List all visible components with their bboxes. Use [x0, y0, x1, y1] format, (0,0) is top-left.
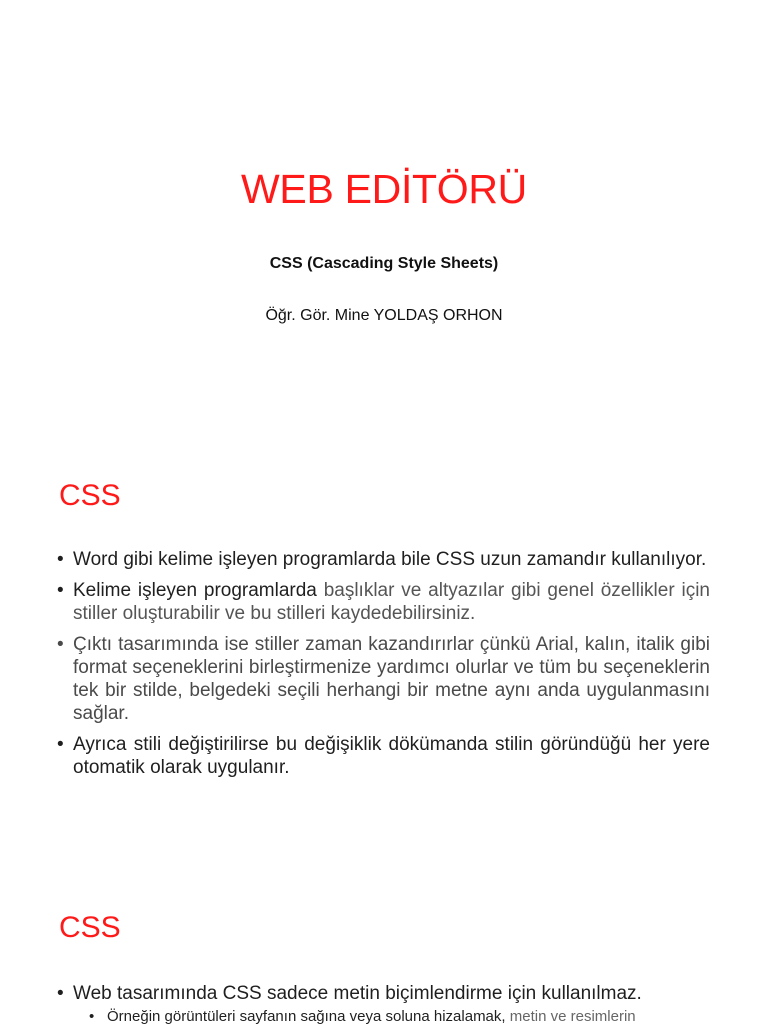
sub-bullet-text-lead: Örneğin görüntüleri sayfanın sağına veya soluna hizalamak,	[107, 1008, 506, 1025]
bullet-text-rest: başlıklar ve altyazılar gibi genel özellikler için stiller oluşturabilir ve bu stilleri kaydedebilirsiniz.	[73, 580, 710, 624]
sub-bullet-list	[73, 1007, 710, 1026]
sub-bullet-dot: •	[89, 1008, 95, 1025]
bullet-dot: •	[57, 734, 64, 755]
list-item	[55, 733, 710, 779]
bullet-text-lead: Kelime işleyen programlarda	[73, 580, 317, 601]
css-intro-slide	[0, 432, 768, 864]
bullet-text: Word gibi kelime işleyen programlarda bile CSS uzun zamandır kullanılıyor.	[73, 549, 707, 570]
title-slide	[0, 0, 768, 432]
list-item	[55, 633, 710, 725]
bullet-list	[55, 548, 710, 787]
list-item	[55, 548, 710, 571]
presentation-title: WEB EDİTÖRÜ	[241, 166, 527, 212]
bullet-text: Çıktı tasarımında ise stiller zaman kazandırırlar çünkü Arial, kalın, italik gibi format seçeneklerini birleştirmenize yardımcı olurlar ve tüm bu seçeneklerin tek bir stilde, belgedeki seçili herhangi bir metne aynı anda uygulanmasını sağlar.	[73, 634, 710, 724]
bullet-list	[55, 982, 710, 1034]
bullet-dot: •	[57, 634, 64, 655]
bullet-dot: •	[57, 549, 64, 570]
bullet-text: Web tasarımında CSS sadece metin biçimlendirme için kullanılmaz.	[73, 983, 642, 1004]
presentation-subtitle: CSS (Cascading Style Sheets)	[269, 255, 499, 272]
bullet-text: Ayrıca stili değiştirilirse bu değişiklik dökümanda stilin göründüğü her yere otomatik olarak uygulanır.	[73, 734, 710, 778]
bullet-dot: •	[57, 983, 64, 1004]
sub-list-item	[73, 1007, 710, 1026]
sub-bullet-text-rest: metin ve resimlerin	[505, 1008, 636, 1025]
slide-heading: CSS	[59, 479, 121, 512]
slide-heading: CSS	[59, 911, 121, 944]
list-item	[55, 579, 710, 625]
bullet-dot: •	[57, 580, 64, 601]
list-item	[55, 982, 710, 1026]
presentation-author: Öğr. Gör. Mine YOLDAŞ ORHON	[265, 307, 503, 324]
css-usage-slide	[0, 864, 768, 1024]
